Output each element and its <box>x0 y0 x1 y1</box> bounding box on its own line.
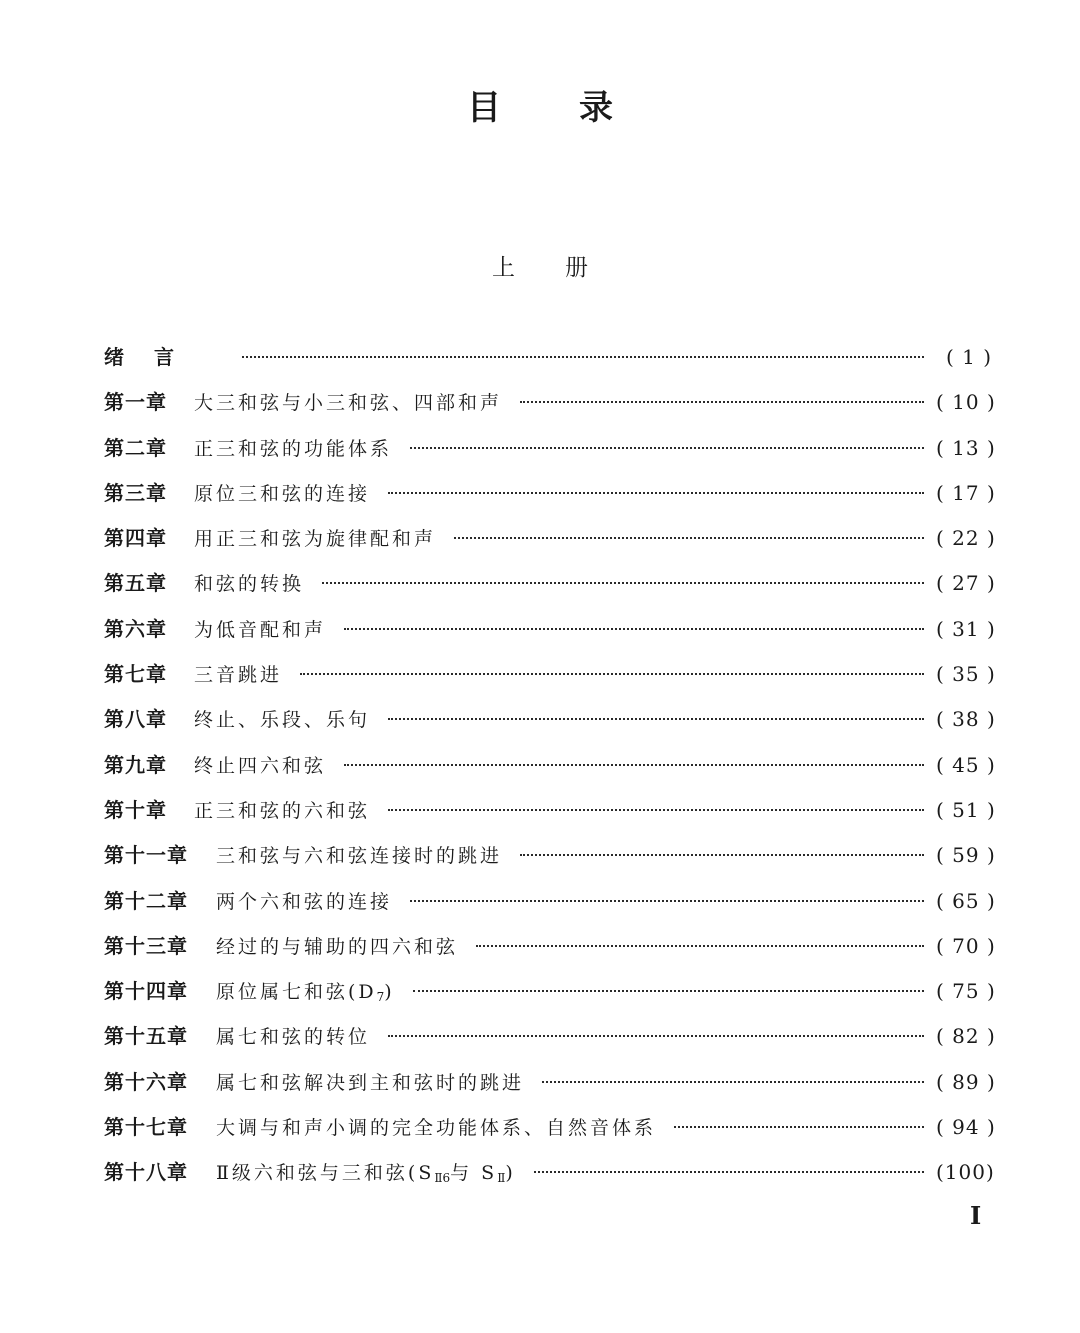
chapter-label: 第五章 <box>104 571 167 596</box>
dot-leader <box>520 854 924 856</box>
chapter-label: 第十五章 <box>104 1024 188 1049</box>
chapter-label: 第七章 <box>104 662 167 687</box>
entry-title: 两个六和弦的连接 <box>216 890 393 913</box>
entry-title-subscript: Ⅱ <box>497 1171 506 1186</box>
chapter-label: 第二章 <box>104 435 167 460</box>
page-number: ( 51 ) <box>936 797 996 822</box>
dot-leader <box>242 356 924 358</box>
page-number: ( 10 ) <box>936 390 996 415</box>
entry-title: 三和弦与六和弦连接时的跳进 <box>216 845 503 868</box>
page-number: ( 94 ) <box>936 1115 996 1140</box>
toc-entry[interactable] <box>104 788 996 833</box>
toc-entry[interactable] <box>104 969 996 1014</box>
page-number: ( 89 ) <box>936 1069 996 1094</box>
entry-title: 属七和弦的转位 <box>216 1026 371 1049</box>
page-folio: I <box>970 1201 982 1230</box>
toc-entry[interactable] <box>104 1060 996 1105</box>
toc-entry[interactable] <box>104 924 996 969</box>
page-title: 目录 <box>467 88 691 128</box>
chapter-label: 第四章 <box>104 526 167 551</box>
entry-title: 正三和弦的六和弦 <box>194 799 371 822</box>
toc-entry[interactable] <box>104 471 996 516</box>
entry-title: 正三和弦的功能体系 <box>194 437 393 460</box>
dot-leader <box>322 582 924 584</box>
entry-title: 和弦的转换 <box>194 573 305 596</box>
entry-title: 大三和弦与小三和弦、四部和声 <box>194 392 503 415</box>
chapter-label: 第十二章 <box>104 888 188 913</box>
toc-entry[interactable] <box>104 743 996 788</box>
page-number: ( 27 ) <box>936 571 996 596</box>
dot-leader <box>388 492 924 494</box>
dot-leader <box>413 990 924 992</box>
dot-leader <box>300 673 924 675</box>
toc-entry[interactable] <box>104 335 992 380</box>
page-number: ( 70 ) <box>936 933 996 958</box>
page-number: ( 13 ) <box>936 435 996 460</box>
dot-leader <box>388 718 924 720</box>
dot-leader <box>542 1081 924 1083</box>
entry-title: 原位三和弦的连接 <box>194 482 371 505</box>
entry-title: 三音跳进 <box>194 664 283 687</box>
entry-title: 终止四六和弦 <box>194 754 327 777</box>
table-of-contents <box>104 335 996 1196</box>
page-number: (100) <box>936 1160 995 1185</box>
dot-leader <box>410 447 924 449</box>
entry-title: 为低音配和声 <box>194 618 327 641</box>
page-number: ( 1 ) <box>945 345 992 369</box>
dot-leader <box>410 900 924 902</box>
dot-leader <box>534 1171 924 1173</box>
page-number: ( 59 ) <box>936 843 996 868</box>
entry-title-subscript: Ⅱ6 <box>434 1171 451 1186</box>
chapter-label: 绪言 <box>104 345 204 369</box>
chapter-label: 第十七章 <box>104 1115 188 1140</box>
chapter-label: 第十三章 <box>104 933 188 958</box>
entry-title: 大调与和声小调的完全功能体系、自然音体系 <box>216 1117 657 1140</box>
entry-title: 用正三和弦为旋律配和声 <box>194 528 437 551</box>
dot-leader <box>476 945 924 947</box>
chapter-label: 第九章 <box>104 752 167 777</box>
dot-leader <box>344 764 924 766</box>
entry-title: 终止、乐段、乐句 <box>194 709 371 732</box>
entry-title: Ⅱ级六和弦与三和弦($S_{Ⅱ6}$与 $S_Ⅱ$) <box>216 1162 516 1186</box>
toc-entry[interactable] <box>104 607 996 652</box>
dot-leader <box>454 537 924 539</box>
page-number: ( 22 ) <box>936 526 996 551</box>
dot-leader <box>520 401 924 403</box>
toc-entry[interactable] <box>104 1014 996 1059</box>
volume-heading: 上册 <box>492 255 638 281</box>
toc-entry[interactable] <box>104 1150 995 1195</box>
chapter-label: 第三章 <box>104 480 167 505</box>
chapter-label: 第十一章 <box>104 843 188 868</box>
toc-entry[interactable] <box>104 879 996 924</box>
page-number: ( 17 ) <box>936 480 996 505</box>
chapter-label: 第十四章 <box>104 979 188 1004</box>
dot-leader <box>344 628 924 630</box>
page-number: ( 82 ) <box>936 1024 996 1049</box>
page-number: ( 75 ) <box>936 979 996 1004</box>
toc-entry[interactable] <box>104 426 996 471</box>
chapter-label: 第十六章 <box>104 1069 188 1094</box>
page-number: ( 45 ) <box>936 752 996 777</box>
entry-title: 经过的与辅助的四六和弦 <box>216 935 459 958</box>
toc-entry[interactable] <box>104 1105 996 1150</box>
toc-entry[interactable] <box>104 697 996 742</box>
page-number: ( 35 ) <box>936 662 996 687</box>
toc-entry[interactable] <box>104 652 996 697</box>
chapter-label: 第八章 <box>104 707 167 732</box>
dot-leader <box>388 1035 924 1037</box>
toc-entry[interactable] <box>104 380 996 425</box>
dot-leader <box>388 809 924 811</box>
page-number: ( 31 ) <box>936 616 996 641</box>
entry-title: 原位属七和弦$(D_7)$ <box>216 981 395 1005</box>
toc-entry[interactable] <box>104 516 996 561</box>
toc-entry[interactable] <box>104 561 996 606</box>
dot-leader <box>674 1126 924 1128</box>
entry-title: 属七和弦解决到主和弦时的跳进 <box>216 1071 525 1094</box>
entry-title-subscript: 7 <box>376 990 385 1005</box>
page-number: ( 65 ) <box>936 888 996 913</box>
chapter-label: 第一章 <box>104 390 167 415</box>
chapter-label: 第六章 <box>104 616 167 641</box>
chapter-label: 第十章 <box>104 797 167 822</box>
toc-entry[interactable] <box>104 833 996 878</box>
chapter-label: 第十八章 <box>104 1160 188 1185</box>
page-number: ( 38 ) <box>936 707 996 732</box>
